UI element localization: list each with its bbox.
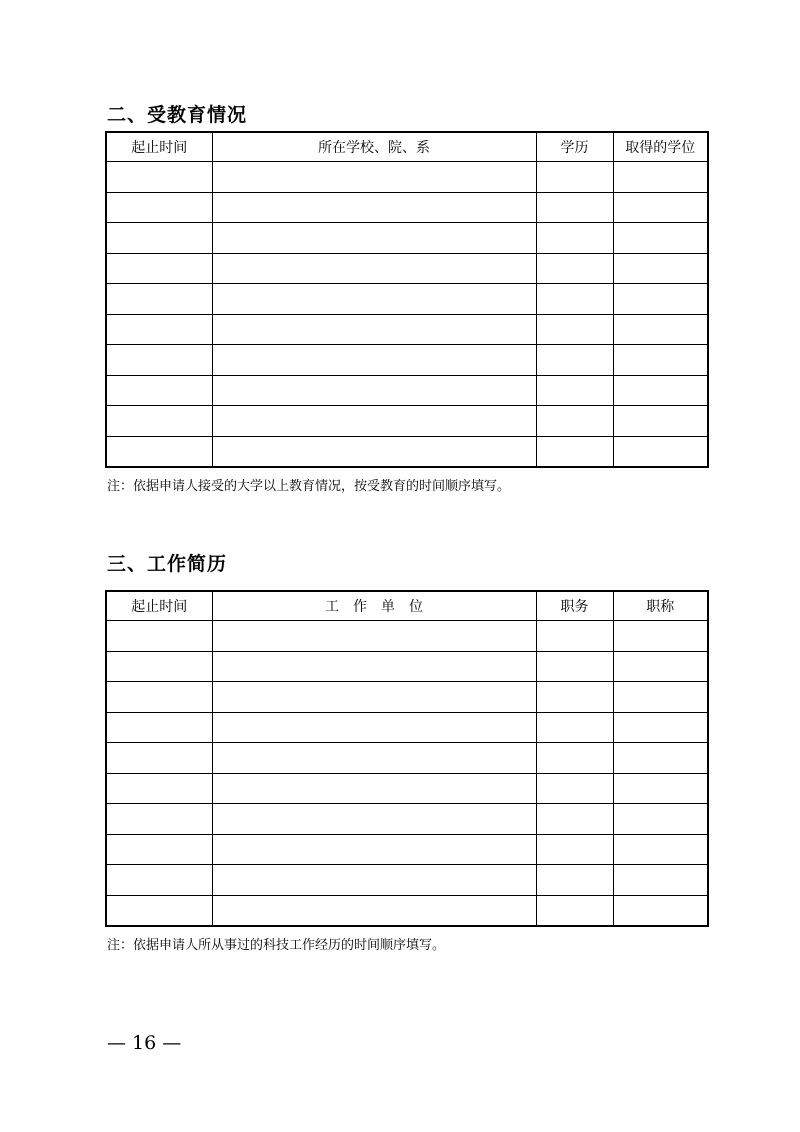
- table-cell[interactable]: [212, 804, 536, 835]
- table-cell[interactable]: [212, 712, 536, 743]
- table-cell[interactable]: [212, 834, 536, 865]
- table-cell[interactable]: [212, 621, 536, 652]
- table-cell[interactable]: [106, 834, 212, 865]
- table-cell[interactable]: [106, 162, 212, 193]
- header-education-level: 学历: [536, 132, 613, 162]
- table-cell[interactable]: [106, 712, 212, 743]
- table-cell[interactable]: [536, 314, 613, 345]
- table-cell[interactable]: [613, 834, 708, 865]
- table-row: [106, 162, 708, 193]
- table-cell[interactable]: [613, 895, 708, 926]
- table-cell[interactable]: [106, 651, 212, 682]
- table-cell[interactable]: [613, 375, 708, 406]
- table-cell[interactable]: [212, 314, 536, 345]
- table-cell[interactable]: [613, 406, 708, 437]
- table-cell[interactable]: [613, 345, 708, 376]
- table-cell[interactable]: [106, 253, 212, 284]
- table-cell[interactable]: [106, 865, 212, 896]
- table-cell[interactable]: [536, 162, 613, 193]
- table-cell[interactable]: [106, 436, 212, 467]
- header-title: 职称: [613, 591, 708, 621]
- table-cell[interactable]: [212, 865, 536, 896]
- table-cell[interactable]: [212, 895, 536, 926]
- table-cell[interactable]: [536, 192, 613, 223]
- table-cell[interactable]: [613, 651, 708, 682]
- header-employer: 工 作 单 位: [212, 591, 536, 621]
- table-cell[interactable]: [613, 284, 708, 315]
- table-cell[interactable]: [212, 162, 536, 193]
- table-row: [106, 895, 708, 926]
- table-cell[interactable]: [106, 284, 212, 315]
- table-row: [106, 773, 708, 804]
- table-cell[interactable]: [613, 865, 708, 896]
- page-number: — 16 —: [107, 1032, 182, 1054]
- table-row: [106, 865, 708, 896]
- table-row: [106, 712, 708, 743]
- work-history-note: 注：依据申请人所从事过的科技工作经历的时间顺序填写。: [107, 938, 446, 953]
- table-cell[interactable]: [212, 436, 536, 467]
- table-row: [106, 223, 708, 254]
- table-cell[interactable]: [613, 436, 708, 467]
- table-cell[interactable]: [106, 621, 212, 652]
- table-cell[interactable]: [106, 192, 212, 223]
- table-cell[interactable]: [106, 406, 212, 437]
- table-cell[interactable]: [106, 314, 212, 345]
- table-cell[interactable]: [106, 223, 212, 254]
- table-cell[interactable]: [212, 406, 536, 437]
- education-note: 注：依据申请人接受的大学以上教育情况，按受教育的时间顺序填写。: [107, 479, 511, 494]
- table-row: [106, 314, 708, 345]
- table-cell[interactable]: [613, 804, 708, 835]
- header-school: 所在学校、院、系: [212, 132, 536, 162]
- work-history-table: [105, 590, 709, 927]
- table-cell[interactable]: [106, 773, 212, 804]
- table-cell[interactable]: [212, 773, 536, 804]
- table-cell[interactable]: [613, 712, 708, 743]
- table-cell[interactable]: [106, 743, 212, 774]
- table-cell[interactable]: [536, 773, 613, 804]
- table-cell[interactable]: [536, 375, 613, 406]
- table-cell[interactable]: [536, 223, 613, 254]
- table-cell[interactable]: [212, 284, 536, 315]
- table-cell[interactable]: [536, 743, 613, 774]
- table-row: [106, 743, 708, 774]
- table-cell[interactable]: [106, 895, 212, 926]
- table-row: [106, 406, 708, 437]
- header-period: 起止时间: [106, 591, 212, 621]
- table-cell[interactable]: [212, 651, 536, 682]
- table-cell[interactable]: [536, 712, 613, 743]
- table-row: [106, 834, 708, 865]
- table-cell[interactable]: [212, 743, 536, 774]
- table-cell[interactable]: [536, 865, 613, 896]
- table-cell[interactable]: [536, 651, 613, 682]
- table-cell[interactable]: [106, 345, 212, 376]
- table-cell[interactable]: [212, 253, 536, 284]
- header-degree: 取得的学位: [613, 132, 708, 162]
- table-cell[interactable]: [106, 682, 212, 713]
- table-row: [106, 804, 708, 835]
- table-cell[interactable]: [613, 192, 708, 223]
- education-table: [105, 131, 709, 468]
- table-row: [106, 682, 708, 713]
- table-row: [106, 436, 708, 467]
- table-cell[interactable]: [106, 375, 212, 406]
- table-cell[interactable]: [613, 621, 708, 652]
- table-cell[interactable]: [536, 834, 613, 865]
- table-row: [106, 253, 708, 284]
- work-section-title: 三、工作简历: [107, 553, 228, 575]
- table-cell[interactable]: [536, 682, 613, 713]
- table-cell[interactable]: [613, 223, 708, 254]
- table-cell[interactable]: [212, 682, 536, 713]
- table-cell[interactable]: [212, 345, 536, 376]
- table-row: [106, 345, 708, 376]
- education-section-title: 二、受教育情况: [107, 104, 248, 126]
- table-cell[interactable]: [613, 773, 708, 804]
- table-row: [106, 284, 708, 315]
- table-cell[interactable]: [613, 314, 708, 345]
- table-header-row: [106, 591, 708, 621]
- table-row: [106, 192, 708, 223]
- table-cell[interactable]: [536, 895, 613, 926]
- table-cell[interactable]: [536, 284, 613, 315]
- table-cell[interactable]: [536, 406, 613, 437]
- table-cell[interactable]: [613, 743, 708, 774]
- table-cell[interactable]: [212, 223, 536, 254]
- table-cell[interactable]: [536, 253, 613, 284]
- table-row: [106, 651, 708, 682]
- header-period: 起止时间: [106, 132, 212, 162]
- table-row: [106, 375, 708, 406]
- table-cell[interactable]: [212, 192, 536, 223]
- table-cell[interactable]: [613, 682, 708, 713]
- table-row: [106, 621, 708, 652]
- table-cell[interactable]: [106, 804, 212, 835]
- table-header-row: [106, 132, 708, 162]
- table-cell[interactable]: [536, 621, 613, 652]
- table-cell[interactable]: [212, 375, 536, 406]
- table-cell[interactable]: [536, 436, 613, 467]
- table-cell[interactable]: [613, 253, 708, 284]
- table-cell[interactable]: [613, 162, 708, 193]
- table-cell[interactable]: [536, 804, 613, 835]
- header-position: 职务: [536, 591, 613, 621]
- table-cell[interactable]: [536, 345, 613, 376]
